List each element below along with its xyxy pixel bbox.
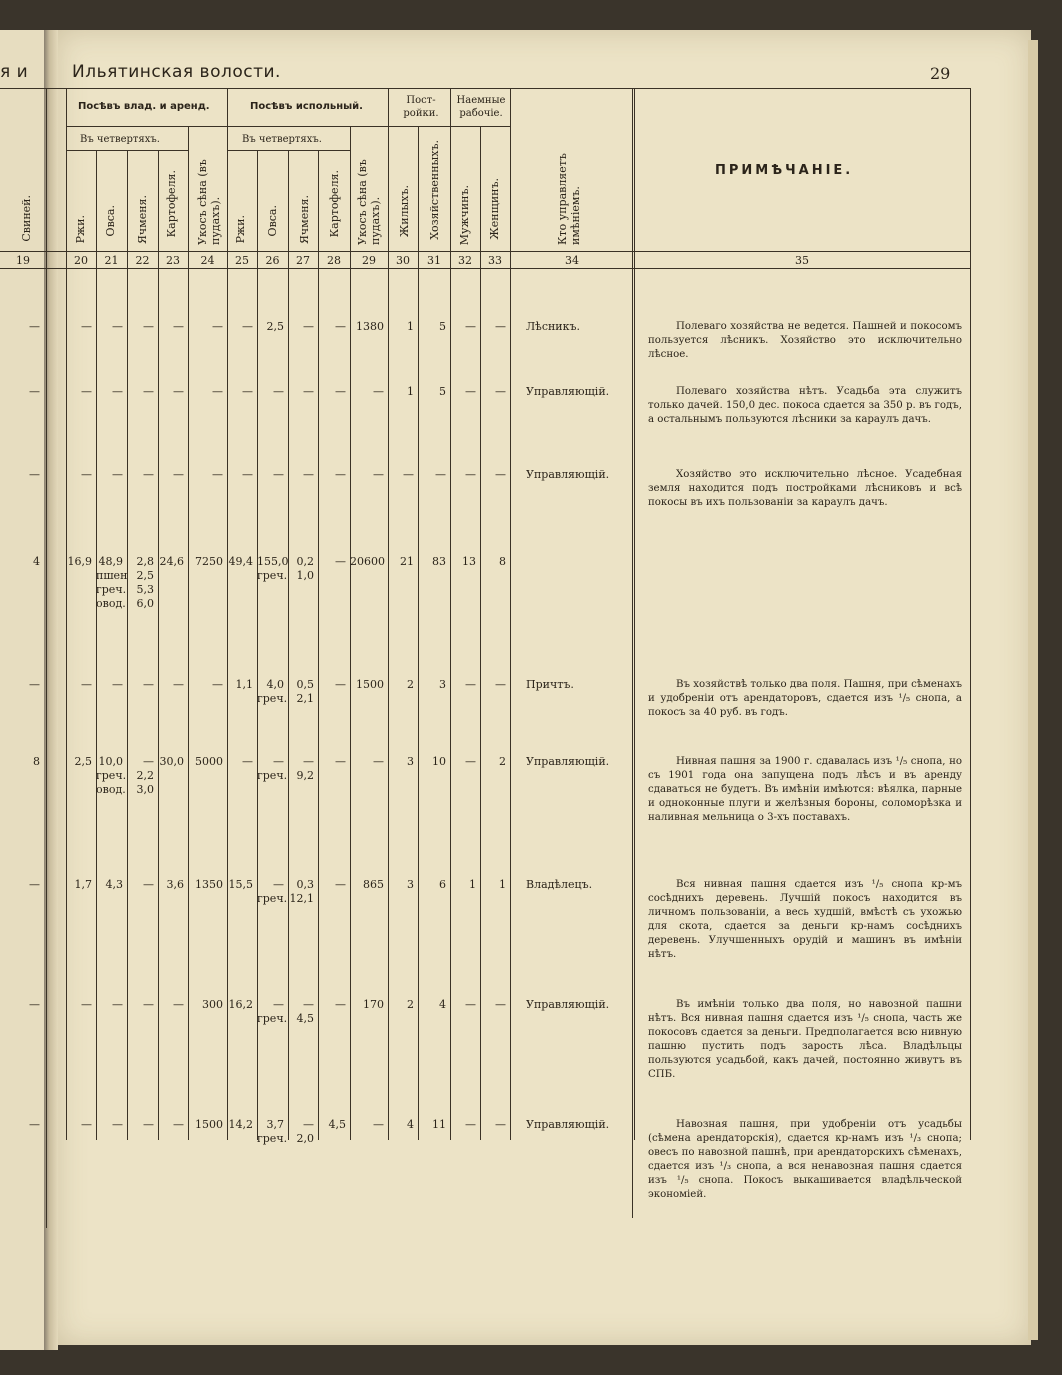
table-cell: — [212, 468, 223, 481]
table-cell: — [465, 468, 476, 481]
manager-cell: Управляющій. [526, 1118, 610, 1131]
table-cell: — [335, 998, 346, 1011]
column-number: 23 [166, 254, 180, 267]
table-cell: — [81, 385, 92, 398]
table-cell: 1,1 [235, 678, 253, 691]
col-potato-2: Картофеля. [328, 170, 341, 238]
table-rule-horizontal [388, 126, 510, 127]
table-cell: — [303, 468, 314, 481]
table-rule-horizontal [0, 88, 970, 89]
table-cell: 14,2 [228, 1118, 253, 1131]
table-cell: 1 [499, 878, 506, 891]
table-cell: 5 [439, 320, 446, 333]
column-number: 20 [74, 254, 88, 267]
table-cell: — [303, 320, 314, 333]
table-cell: — [143, 878, 154, 891]
table-cell: 48,9 пшен греч. овод. [96, 555, 128, 610]
table-cell: 1500 [356, 678, 384, 691]
table-cell: 3,7 греч. [257, 1118, 288, 1145]
col-men: Мужчинъ. [458, 185, 471, 246]
table-rule-vertical [257, 150, 258, 1140]
page-number: 29 [930, 64, 951, 83]
table-cell: — [212, 385, 223, 398]
table-cell: 4,0 греч. [257, 678, 288, 705]
table-rule-vertical [227, 88, 228, 1140]
table-cell: — [143, 468, 154, 481]
table-rule-vertical [418, 126, 419, 1140]
table-cell: — [403, 468, 414, 481]
table-cell: — 4,5 [296, 998, 314, 1025]
table-cell: 16,9 [67, 555, 92, 568]
table-cell: — [335, 385, 346, 398]
table-cell: 1350 [195, 878, 223, 891]
table-cell: — [173, 320, 184, 333]
table-cell: 5000 [195, 755, 223, 768]
table-cell: — [173, 1118, 184, 1131]
note-cell: Навозная пашня, при удобреніи отъ усадьбы (сѣмена арендаторскія), сдается кр-намъ изъ ¹/₃ снопа; овесъ по навозной пашнѣ, при арендаторскихъ сѣменахъ, сдается изъ ¹/₃ снопа, а вся ненавозная пашня сдается изъ ¹/₅ снопа. Покосъ выкашивается владѣльческой экономіей. [648, 1119, 962, 1200]
col-barley: Ячменя. [136, 195, 149, 244]
table-rule-vertical [158, 150, 159, 1140]
table-rule-horizontal [66, 126, 390, 127]
table-cell: — [242, 385, 253, 398]
column-number: 26 [265, 254, 280, 267]
table-cell: 13 [462, 555, 476, 568]
col-barley-2: Ячменя. [298, 195, 311, 244]
table-cell: 15,5 [228, 878, 253, 891]
table-cell: — 9,2 [296, 755, 314, 782]
table-cell: 1500 [195, 1118, 223, 1131]
table-cell: — [143, 998, 154, 1011]
table-cell: — [81, 468, 92, 481]
table-cell: 8 [33, 755, 40, 768]
table-cell: — [112, 468, 123, 481]
subgroup-quarters-1: Въ четвертяхъ. [80, 134, 160, 145]
table-cell: — [173, 678, 184, 691]
column-number: 35 [795, 254, 809, 267]
column-number: 33 [488, 254, 502, 267]
table-cell: — [29, 998, 40, 1011]
table-cell: 4 [33, 555, 40, 568]
table-cell: 5 [439, 385, 446, 398]
table-cell: 16,2 [228, 998, 253, 1011]
manager-cell: Причтъ. [526, 678, 574, 691]
table-cell: — [212, 320, 223, 333]
table-cell: 83 [432, 555, 446, 568]
table-cell: — греч. [257, 878, 288, 905]
note-cell: Въ хозяйствѣ только два поля. Пашня, при сѣменахъ и удобреніи отъ арендаторовъ, сдается изъ ¹/₅ снопа, а покосъ за 40 руб. въ годъ. [648, 679, 962, 718]
col-pigs: Свиней. [20, 195, 33, 242]
table-cell: — [242, 755, 253, 768]
table-cell: — [29, 878, 40, 891]
table-rule-vertical [127, 150, 128, 1140]
table-cell: 2 [407, 998, 414, 1011]
table-cell: — [143, 678, 154, 691]
table-cell: — [373, 385, 384, 398]
col-hay: Укосъ сѣна (въ пудахъ). [196, 159, 222, 245]
table-cell: — [495, 320, 506, 333]
note-cell: Въ имѣніи только два поля, но навозной пашни нѣтъ. Вся нивная пашня сдается изъ ¹/₅ снопа, часть же покосовъ сдается за деньги. Предполагается всю нивную пашню пустить подъ зарость лѣса. Владѣльцы пользуются усадьбой, какъ дачей, постоянно живутъ въ СПБ. [648, 999, 962, 1080]
col-manager: Кто управляетъ имѣніемъ. [556, 153, 582, 245]
table-cell: — [465, 320, 476, 333]
group-note: ПРИМѢЧАНІЕ. [715, 163, 854, 178]
table-rule-vertical [96, 150, 97, 1140]
col-rye-2: Ржи. [234, 215, 247, 244]
manager-cell: Управляющій. [526, 998, 610, 1011]
col-hay-2: Укосъ сѣна (въ пудахъ). [356, 159, 382, 245]
table-cell: 2 [499, 755, 506, 768]
column-number: 24 [200, 254, 215, 267]
table-cell: 4 [407, 1118, 414, 1131]
table-cell: — [465, 1118, 476, 1131]
table-cell: 155,0 греч. [257, 555, 289, 582]
table-cell: — [112, 385, 123, 398]
table-cell: — [173, 385, 184, 398]
table-cell: 10,0 греч. овод. [96, 755, 127, 796]
table-cell: — [435, 468, 446, 481]
left-page-fragment: я и [0, 62, 29, 82]
table-cell: 4,5 [328, 1118, 346, 1131]
col-dwelling: Жилыхъ. [398, 185, 411, 238]
note-cell: Полеваго хозяйства не ведется. Пашней и покосомъ пользуется лѣсникъ. Хозяйство это исключительно лѣсное. [648, 321, 962, 360]
column-number: 28 [327, 254, 341, 267]
table-rule-horizontal [0, 251, 970, 252]
column-number: 22 [135, 254, 150, 267]
table-rule-vertical [480, 126, 481, 1140]
col-oats-2: Овса. [266, 205, 279, 237]
table-cell: 4,3 [105, 878, 123, 891]
table-cell: 11 [432, 1118, 446, 1131]
column-number: 29 [362, 254, 376, 267]
table-cell: 0,3 12,1 [289, 878, 314, 905]
manager-cell: Лѣсникъ. [526, 320, 581, 333]
table-cell: 24,6 [159, 555, 184, 568]
table-cell: 0,5 2,1 [296, 678, 314, 705]
table-cell: 10 [432, 755, 446, 768]
table-cell: — [465, 998, 476, 1011]
table-rule-vertical [66, 88, 67, 1140]
table-rule-vertical [318, 150, 319, 1140]
table-cell: — [373, 1118, 384, 1131]
table-cell: 2,8 2,5 5,3 6,0 [136, 555, 154, 610]
table-cell: 1 [407, 320, 414, 333]
table-cell: — 2,0 [296, 1118, 314, 1145]
table-cell: — [173, 998, 184, 1011]
table-cell: — [495, 468, 506, 481]
note-cell: Нивная пашня за 1900 г. сдавалась изъ ¹/₅ снопа, но съ 1901 года она запущена подъ лѣсъ и въ аренду сдаваться не будетъ. Въ имѣніи имѣются: вѣялка, парные и одноконные плуги и желѣзныя бороны, соломорѣзка и наливная мельница о 3-хъ поставахъ. [648, 756, 962, 823]
table-cell: — [495, 998, 506, 1011]
page-edge [1028, 40, 1038, 1340]
table-cell: — [29, 1118, 40, 1131]
note-cell: Вся нивная пашня сдается изъ ¹/₅ снопа кр-мъ сосѣднихъ деревень. Лучшій покосъ находится въ личномъ пользованіи, а весь худшій, вмѣстѣ съ ухожью для скота, сдается за деньги кр-намъ сосѣднихъ деревень. Улучшенныхъ орудій и машинъ въ имѣніи нѣтъ. [648, 879, 962, 960]
table-cell: — [143, 1118, 154, 1131]
table-cell: 7250 [195, 555, 223, 568]
table-cell: — [335, 468, 346, 481]
table-cell: 300 [202, 998, 223, 1011]
column-number: 21 [104, 254, 119, 267]
table-cell: — [112, 678, 123, 691]
table-cell: 20600 [350, 555, 385, 568]
table-cell: — греч. [257, 755, 288, 782]
table-cell: 21 [400, 555, 414, 568]
table-cell: — [242, 468, 253, 481]
table-rule-vertical [634, 88, 635, 1140]
table-rule-vertical [970, 88, 971, 1140]
group-sown-owned: Посѣвъ влад. и аренд. [78, 101, 210, 112]
col-women: Женщинъ. [488, 178, 501, 240]
table-cell: — [112, 320, 123, 333]
table-rule-horizontal [0, 268, 970, 269]
table-cell: — [373, 755, 384, 768]
table-cell: — [465, 755, 476, 768]
table-rule-vertical [450, 88, 451, 1140]
group-sown-share: Посѣвъ испольный. [250, 101, 363, 112]
table-cell: 30,0 [159, 755, 184, 768]
table-rule-vertical [510, 88, 511, 1140]
table-cell: — [465, 385, 476, 398]
col-oats: Овса. [104, 205, 117, 237]
table-cell: 8 [499, 555, 506, 568]
table-cell: — [335, 678, 346, 691]
manager-cell: Управляющій. [526, 385, 610, 398]
group-buildings: Пост- ройки. [403, 95, 439, 119]
table-cell: — [335, 555, 346, 568]
table-cell: — [335, 755, 346, 768]
table-cell: — [273, 385, 284, 398]
table-cell: — [242, 320, 253, 333]
subgroup-quarters-2: Въ четвертяхъ. [242, 134, 322, 145]
table-cell: 3 [439, 678, 446, 691]
col-potato: Картофеля. [165, 170, 178, 238]
table-cell: — [143, 320, 154, 333]
col-rye: Ржи. [74, 215, 87, 244]
table-cell: 3 [407, 755, 414, 768]
table-cell: 0,2 1,0 [296, 555, 314, 582]
manager-cell: Управляющій. [526, 468, 610, 481]
table-cell: — греч. [257, 998, 288, 1025]
table-cell: — [273, 468, 284, 481]
table-cell: — [81, 1118, 92, 1131]
table-cell: 170 [363, 998, 384, 1011]
table-rule-vertical [46, 88, 47, 1228]
note-cell: Полеваго хозяйства нѣтъ. Усадьба эта служитъ только дачей. 150,0 дес. покоса сдается за 350 р. въ годъ, а остальнымъ пользуются лѣсники за караулъ дачъ. [648, 386, 962, 425]
table-cell: — [335, 878, 346, 891]
table-cell: 3,6 [166, 878, 184, 891]
table-cell: 49,4 [228, 555, 253, 568]
column-number: 27 [296, 254, 310, 267]
column-number: 30 [396, 254, 410, 267]
table-cell: — [143, 385, 154, 398]
col-farm: Хозяйственныхъ. [428, 140, 441, 240]
table-cell: 1 [407, 385, 414, 398]
column-number: 31 [427, 254, 441, 267]
table-cell: — [29, 320, 40, 333]
table-cell: — [81, 998, 92, 1011]
manager-cell: Управляющій. [526, 755, 610, 768]
table-cell: — [373, 468, 384, 481]
table-cell: — [335, 320, 346, 333]
table-cell: — [29, 385, 40, 398]
table-cell: 1,7 [74, 878, 92, 891]
note-cell: Хозяйство это исключительно лѣсное. Усадебная земля находится подъ постройками лѣсниковъ и всѣ покосы въ ихъ пользованіи за караулъ дачъ. [648, 469, 962, 508]
table-cell: — [112, 998, 123, 1011]
table-cell: 3 [407, 878, 414, 891]
page-title: Ильятинская волости. [72, 62, 281, 82]
table-cell: 2,5 [74, 755, 92, 768]
column-number: 34 [565, 254, 579, 267]
table-cell: — [495, 385, 506, 398]
table-rule-vertical [288, 150, 289, 1140]
table-rule-vertical [188, 126, 189, 1140]
table-cell: — [212, 678, 223, 691]
column-number: 19 [16, 254, 30, 267]
group-hired: Наемные рабочіе. [456, 95, 506, 119]
table-cell: 2 [407, 678, 414, 691]
table-cell: 865 [363, 878, 384, 891]
column-number: 32 [458, 254, 472, 267]
table-cell: — [303, 385, 314, 398]
column-number: 25 [235, 254, 249, 267]
table-cell: — 2,2 3,0 [136, 755, 154, 796]
table-cell: 6 [439, 878, 446, 891]
table-cell: 4 [439, 998, 446, 1011]
table-cell: — [81, 320, 92, 333]
table-cell: — [29, 468, 40, 481]
table-rule-vertical [350, 126, 351, 1140]
table-cell: 1380 [356, 320, 384, 333]
table-cell: — [495, 1118, 506, 1131]
table-cell: — [173, 468, 184, 481]
table-cell: — [465, 678, 476, 691]
table-cell: — [495, 678, 506, 691]
table-cell: 1 [469, 878, 476, 891]
table-cell: — [29, 678, 40, 691]
table-cell: — [81, 678, 92, 691]
manager-cell: Владѣлецъ. [526, 878, 593, 891]
table-cell: — [112, 1118, 123, 1131]
table-cell: 2,5 [266, 320, 284, 333]
table-rule-vertical [388, 88, 389, 1140]
